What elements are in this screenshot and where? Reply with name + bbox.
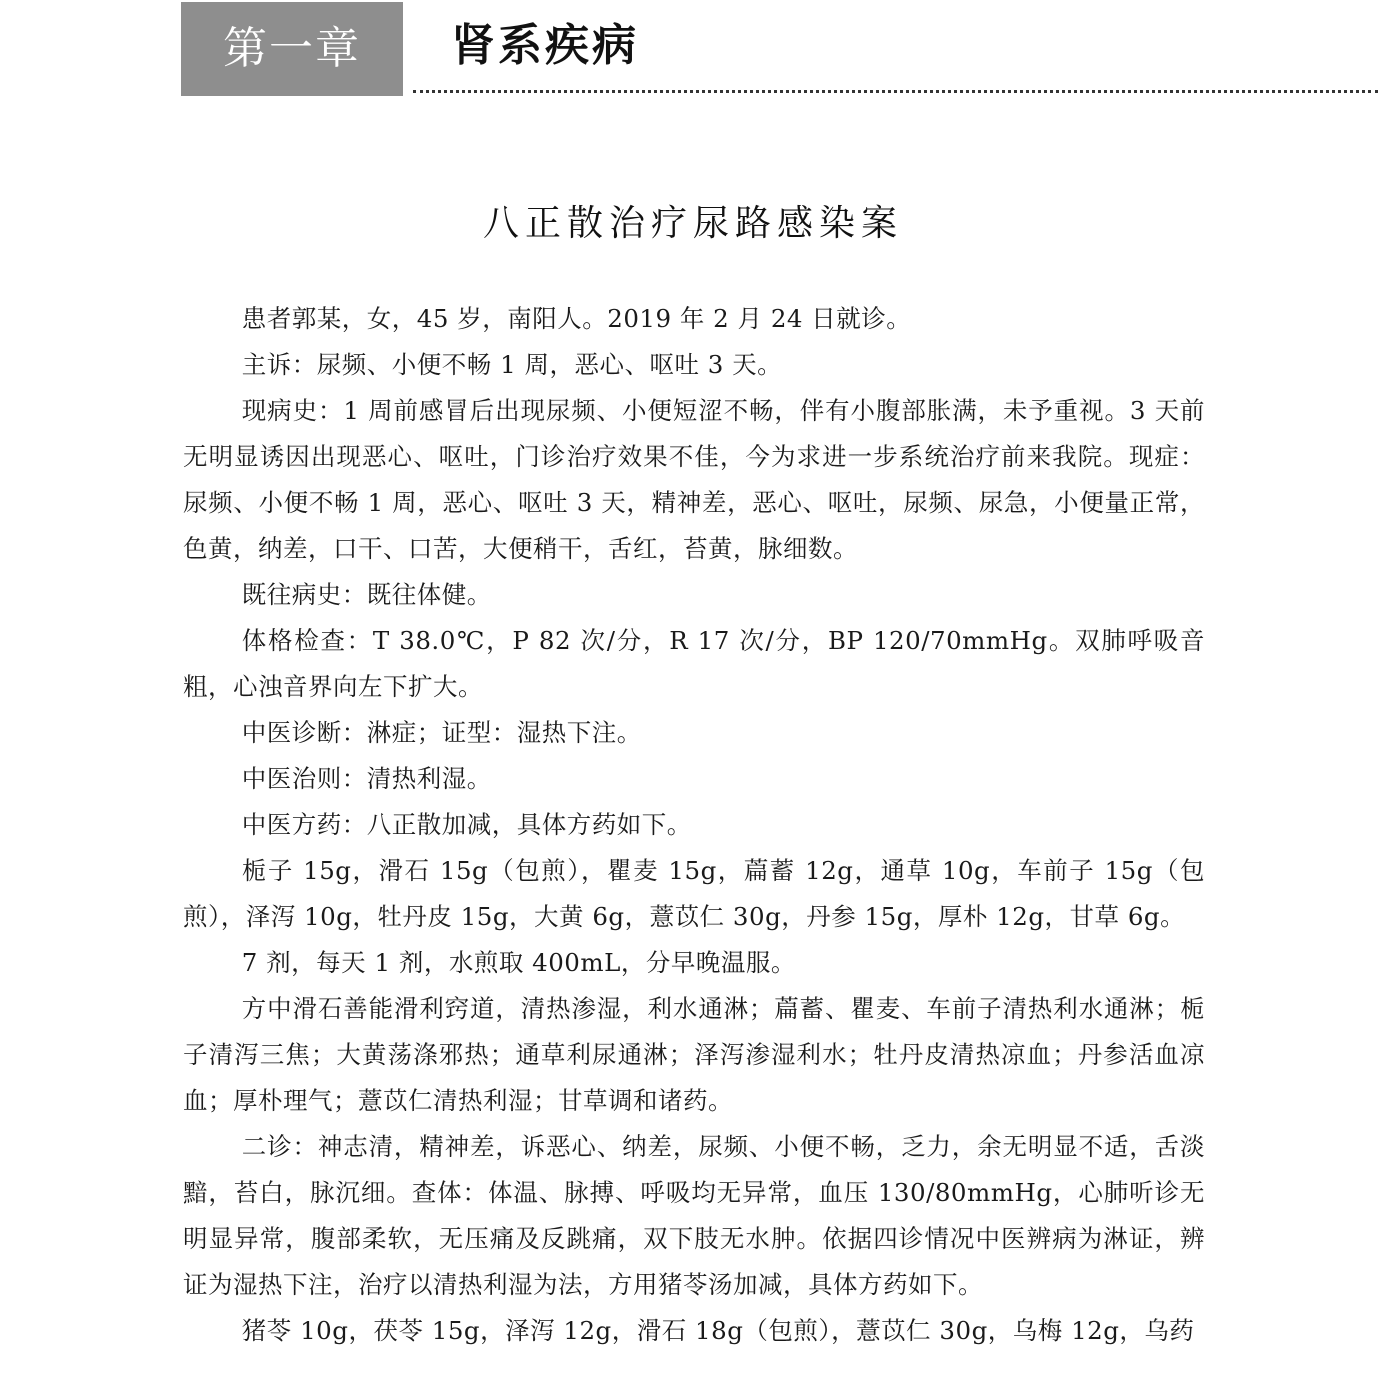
chapter-header [181,0,1201,100]
paragraph-tcm-prescription: 中医方药：八正散加减，具体方药如下。 [241,810,692,839]
paragraph-physical-exam: 体格检查：T 38.0℃，P 82 次/分，R 17 次/分，BP 120/70mmHg。双肺呼吸音粗，心浊音界向左下扩大。 [183,626,1205,701]
chapter-title: 肾系疾病 [451,20,639,71]
paragraph-patient-info: 患者郭某，女，45 岁，南阳人。2019 年 2 月 24 日就诊。 [241,304,912,333]
paragraph-past-history: 既往病史：既往体健。 [241,580,492,609]
header-dotted-divider [413,90,1378,93]
paragraph-second-herb-list: 猪苓 10g，茯苓 15g，泽泻 12g，滑石 18g（包煎），薏苡仁 30g，乌梅 12g，乌药 [241,1316,1195,1345]
paragraph-formula-analysis: 方中滑石善能滑利窍道，清热渗湿，利水通淋；萹蓄、瞿麦、车前子清热利水通淋；栀子清泻三焦；大黄荡涤邪热；通草利尿通淋；泽泻渗湿利水；牡丹皮清热凉血；丹参活血凉血；厚朴理气；薏苡仁清热利湿；甘草调和诸药。 [183,994,1205,1115]
paragraph-herb-list: 栀子 15g，滑石 15g（包煎），瞿麦 15g，萹蓄 12g，通草 10g，车前子 15g（包煎），泽泻 10g，牡丹皮 15g，大黄 6g，薏苡仁 30g，丹参 15g，厚朴 12g，甘草 6g。 [183,856,1205,931]
paragraph-chief-complaint: 主诉：尿频、小便不畅 1 周，恶心、呕吐 3 天。 [241,350,783,379]
article-body [183,296,1205,1354]
paragraph-tcm-diagnosis: 中医诊断：淋症；证型：湿热下注。 [241,718,642,747]
article-title: 八正散治疗尿路感染案 [482,203,903,244]
paragraph-present-illness: 现病史：1 周前感冒后出现尿频、小便短涩不畅，伴有小腹部胀满，未予重视。3 天前无明显诱因出现恶心、呕吐，门诊治疗效果不佳，今为求进一步系统治疗前来我院。现症：尿频、小便不畅 1 周，恶心、呕吐 3 天，精神差，恶心、呕吐，尿频、尿急，小便量正常，色黄，纳差，口干、口苦，大便稍干，舌红，苔黄，脉细数。 [183,396,1205,563]
chapter-label: 第一章 [181,2,403,96]
paragraph-second-visit: 二诊：神志清，精神差，诉恶心、纳差，尿频、小便不畅，乏力，余无明显不适，舌淡黯，苔白，脉沉细。查体：体温、脉搏、呼吸均无异常，血压 130/80mmHg，心肺听诊无明显异常，腹部柔软，无压痛及反跳痛，双下肢无水肿。依据四诊情况中医辨病为淋证，辨证为湿热下注，治疗以清热利湿为法，方用猪苓汤加减，具体方药如下。 [183,1132,1205,1299]
paragraph-tcm-principle: 中医治则：清热利湿。 [241,764,492,793]
paragraph-dosage: 7 剂，每天 1 剂，水煎取 400mL，分早晚温服。 [241,948,796,977]
